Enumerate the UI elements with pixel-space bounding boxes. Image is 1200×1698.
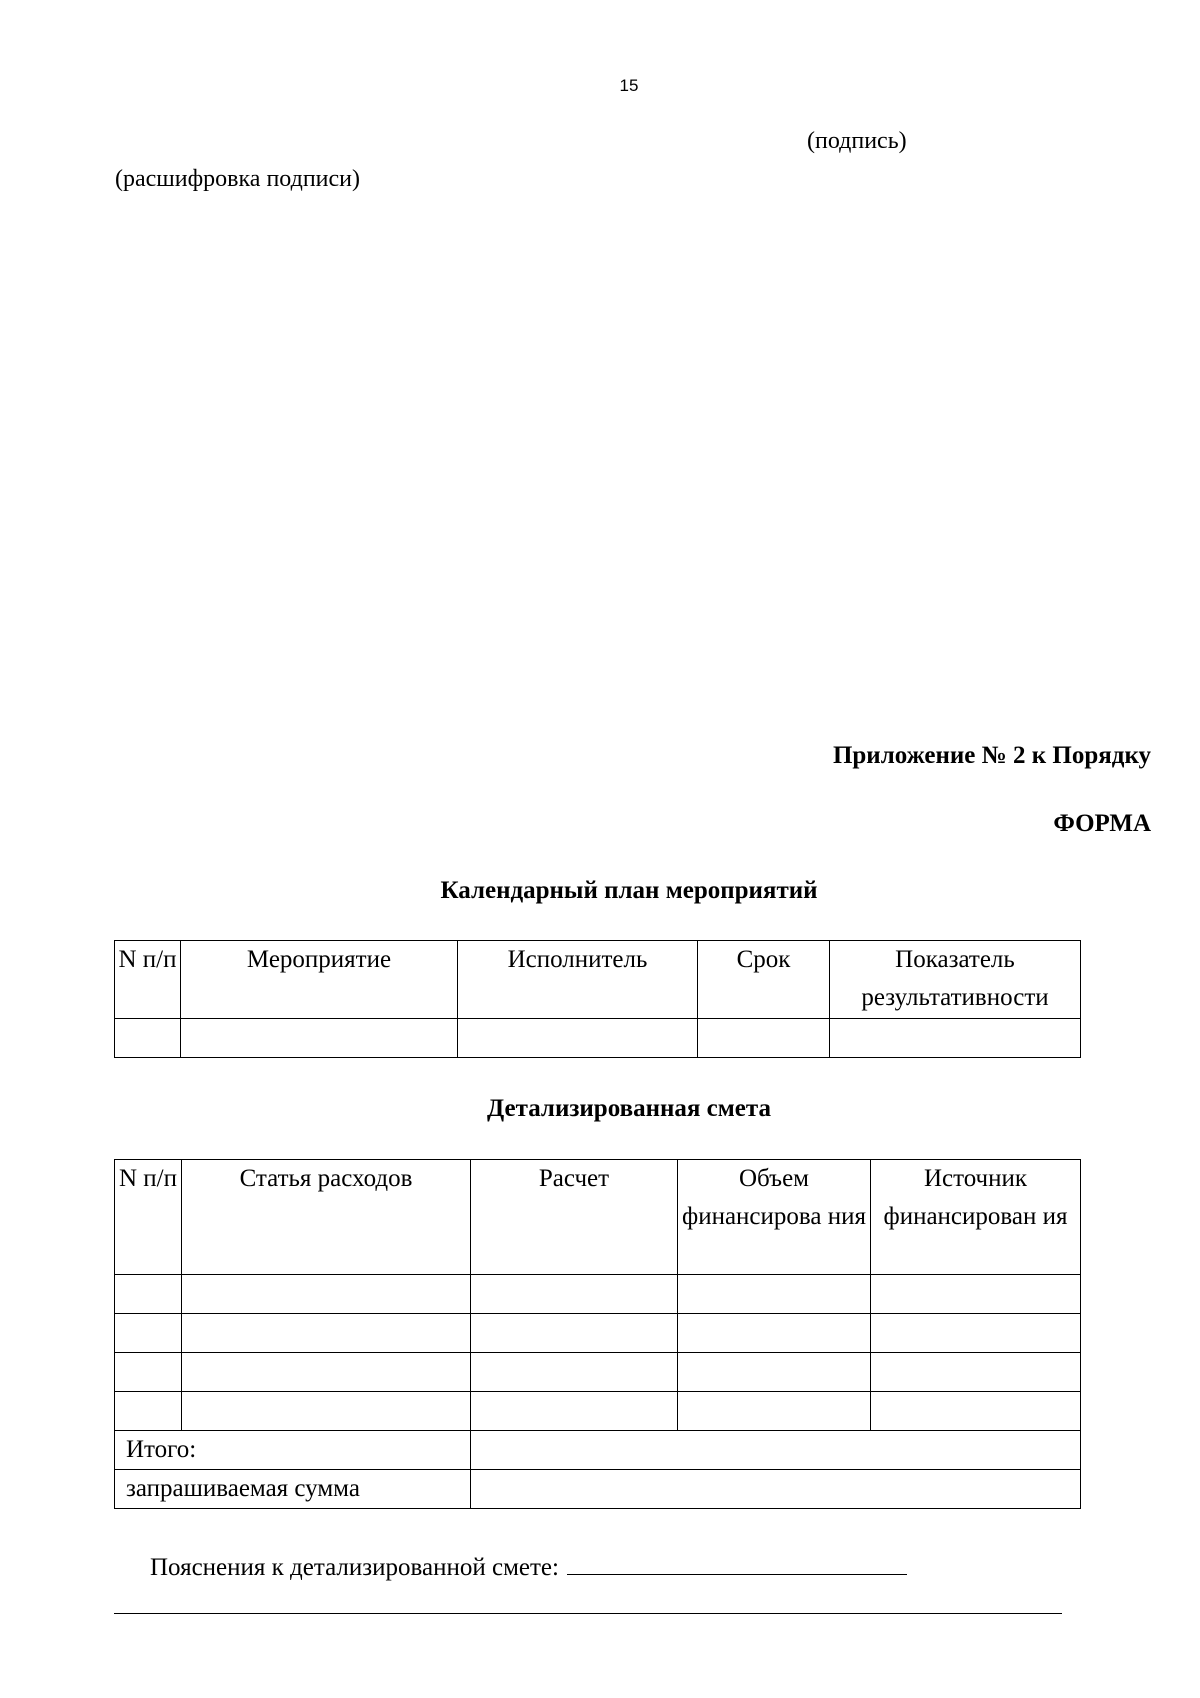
form-label: ФОРМА <box>1053 810 1151 837</box>
table-cell[interactable] <box>471 1353 678 1392</box>
total-row <box>115 1431 1081 1470</box>
table-cell[interactable] <box>182 1275 471 1314</box>
signature-decode-label: (расшифровка подписи) <box>115 166 360 192</box>
table-cell[interactable] <box>471 1275 678 1314</box>
estimate-explanations <box>150 1548 907 1582</box>
table-cell[interactable] <box>471 1392 678 1431</box>
table-cell[interactable] <box>871 1353 1081 1392</box>
header-cell-funding-source: Источник финансирован ия <box>871 1160 1081 1275</box>
header-cell-activity: Мероприятие <box>181 941 458 1019</box>
table-cell[interactable] <box>115 1275 182 1314</box>
header-cell-executor: Исполнитель <box>458 941 698 1019</box>
table-cell[interactable] <box>678 1353 871 1392</box>
total-value-cell[interactable] <box>471 1431 1081 1470</box>
table-cell[interactable] <box>678 1275 871 1314</box>
header-cell-expense-item: Статья расходов <box>182 1160 471 1275</box>
header-cell-deadline: Срок <box>698 941 830 1019</box>
estimate-explanations-label: Пояснения к детализированной смете: <box>150 1554 559 1581</box>
table-cell[interactable] <box>115 1314 182 1353</box>
table-cell[interactable] <box>181 1019 458 1058</box>
table-cell[interactable] <box>471 1314 678 1353</box>
table-cell[interactable] <box>115 1019 181 1058</box>
requested-amount-label: запрашиваемая сумма <box>115 1470 471 1509</box>
signature-label: (подпись) <box>807 128 907 154</box>
table-cell[interactable] <box>830 1019 1081 1058</box>
requested-amount-row <box>115 1470 1081 1509</box>
header-cell-calculation: Расчет <box>471 1160 678 1275</box>
calendar-plan-title: Календарный план мероприятий <box>440 877 818 904</box>
table-row <box>115 1275 1081 1314</box>
header-cell-indicator: Показатель результативности <box>830 941 1081 1019</box>
table-cell[interactable] <box>871 1314 1081 1353</box>
table-row <box>115 1314 1081 1353</box>
requested-amount-value-cell[interactable] <box>471 1470 1081 1509</box>
table-cell[interactable] <box>698 1019 830 1058</box>
table-row <box>115 1392 1081 1431</box>
header-cell-number: N п/п <box>115 941 181 1019</box>
table-cell[interactable] <box>871 1392 1081 1431</box>
table-cell[interactable] <box>871 1275 1081 1314</box>
table-cell[interactable] <box>182 1314 471 1353</box>
table-cell[interactable] <box>115 1392 182 1431</box>
header-cell-number: N п/п <box>115 1160 182 1275</box>
table-cell[interactable] <box>678 1314 871 1353</box>
table-row <box>115 1353 1081 1392</box>
table-cell[interactable] <box>115 1353 182 1392</box>
page-number: 15 <box>619 76 639 95</box>
estimate-explanations-blank[interactable] <box>567 1548 907 1575</box>
total-label: Итого: <box>115 1431 471 1470</box>
detailed-estimate-title: Детализированная смета <box>487 1095 771 1122</box>
table-cell[interactable] <box>182 1392 471 1431</box>
table-row <box>115 1019 1081 1058</box>
table-cell[interactable] <box>678 1392 871 1431</box>
header-cell-funding-amount: Объем финансирова ния <box>678 1160 871 1275</box>
table-cell[interactable] <box>458 1019 698 1058</box>
explanations-continuation-line[interactable] <box>114 1613 1062 1614</box>
table-header-row <box>115 1160 1081 1275</box>
calendar-plan-table <box>114 940 1081 1058</box>
detailed-estimate-table <box>114 1159 1081 1509</box>
table-cell[interactable] <box>182 1353 471 1392</box>
appendix-title: Приложение № 2 к Порядку <box>832 742 1151 769</box>
table-header-row <box>115 941 1081 1019</box>
